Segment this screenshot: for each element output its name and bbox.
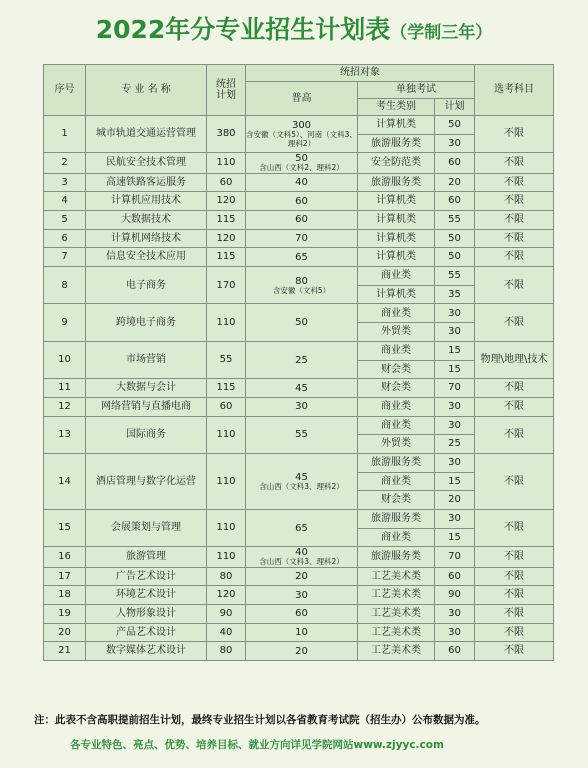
exam-category: 旅游服务类 [358, 134, 435, 153]
general-plan: 300 [291, 120, 312, 132]
exam-category: 外贸类 [358, 435, 435, 454]
table-row [44, 605, 554, 624]
exam-category-plan: 30 [435, 453, 475, 472]
elective-subjects: 不限 [475, 567, 554, 586]
general-plan: 20 [295, 645, 308, 657]
general-plan: 55 [295, 429, 308, 441]
table-row [44, 642, 554, 661]
exam-category: 旅游服务类 [358, 547, 435, 567]
exam-category: 商业类 [358, 267, 435, 286]
general-plan-cell [246, 379, 358, 398]
header-plan: 统招 计划 [207, 65, 246, 116]
row-number: 17 [44, 567, 86, 586]
exam-category: 财会类 [358, 379, 435, 398]
table-row [44, 173, 554, 192]
general-plan-cell [246, 341, 358, 378]
general-plan: 30 [295, 589, 308, 601]
major-name: 计算机网络技术 [86, 229, 207, 248]
plan-count: 170 [207, 267, 246, 304]
general-plan-cell [246, 192, 358, 211]
elective-subjects: 不限 [475, 547, 554, 567]
header-category-plan: 计划 [435, 99, 475, 116]
plan-count: 115 [207, 248, 246, 267]
exam-category: 工艺美术类 [358, 586, 435, 605]
row-number: 7 [44, 248, 86, 267]
row-number: 3 [44, 173, 86, 192]
exam-category: 旅游服务类 [358, 453, 435, 472]
header-major: 专 业 名 称 [86, 65, 207, 116]
exam-category-plan: 60 [435, 567, 475, 586]
elective-subjects: 不限 [475, 605, 554, 624]
exam-category-plan: 30 [435, 397, 475, 416]
major-name: 市场营销 [86, 341, 207, 378]
header-seq: 序号 [44, 65, 86, 116]
elective-subjects: 不限 [475, 267, 554, 304]
general-plan: 40 [295, 176, 308, 188]
elective-subjects: 不限 [475, 304, 554, 341]
table-row [44, 547, 554, 567]
general-plan-cell [246, 416, 358, 453]
exam-category-plan: 70 [435, 547, 475, 567]
general-plan-cell [246, 453, 358, 509]
exam-category: 商业类 [358, 528, 435, 547]
exam-category-plan: 15 [435, 528, 475, 547]
exam-category-plan: 15 [435, 472, 475, 491]
exam-category: 商业类 [358, 397, 435, 416]
exam-category-plan: 60 [435, 153, 475, 173]
plan-count: 110 [207, 153, 246, 173]
exam-category: 工艺美术类 [358, 623, 435, 642]
exam-category: 商业类 [358, 416, 435, 435]
general-plan-cell [246, 397, 358, 416]
header-target: 统招对象 [246, 65, 475, 82]
plan-count: 380 [207, 116, 246, 153]
major-name: 国际商务 [86, 416, 207, 453]
elective-subjects: 不限 [475, 453, 554, 509]
major-name: 产品艺术设计 [86, 623, 207, 642]
row-number: 6 [44, 229, 86, 248]
table-row [44, 211, 554, 230]
row-number: 14 [44, 453, 86, 509]
row-number: 11 [44, 379, 86, 398]
plan-count: 110 [207, 416, 246, 453]
header-general: 普高 [246, 82, 358, 116]
table-row [44, 586, 554, 605]
major-name: 酒店管理与数字化运营 [86, 453, 207, 509]
elective-subjects: 物理\地理\技术 [475, 341, 554, 378]
plan-count: 55 [207, 341, 246, 378]
major-name: 广告艺术设计 [86, 567, 207, 586]
plan-count: 110 [207, 547, 246, 567]
general-plan-cell [246, 116, 358, 153]
elective-subjects: 不限 [475, 153, 554, 173]
exam-category: 安全防范类 [358, 153, 435, 173]
general-plan: 40 [295, 547, 308, 559]
exam-category: 计算机类 [358, 248, 435, 267]
elective-subjects: 不限 [475, 116, 554, 153]
general-plan-cell [246, 623, 358, 642]
plan-count: 115 [207, 211, 246, 230]
exam-category-plan: 20 [435, 491, 475, 510]
exam-category-plan: 30 [435, 623, 475, 642]
elective-subjects: 不限 [475, 623, 554, 642]
general-plan: 20 [295, 570, 308, 582]
plan-count: 90 [207, 605, 246, 624]
row-number: 9 [44, 304, 86, 341]
major-name: 城市轨道交通运营管理 [86, 116, 207, 153]
major-name: 信息安全技术应用 [86, 248, 207, 267]
general-plan-cell [246, 586, 358, 605]
elective-subjects: 不限 [475, 173, 554, 192]
exam-category-plan: 60 [435, 642, 475, 661]
plan-count: 110 [207, 453, 246, 509]
exam-category-plan: 30 [435, 510, 475, 529]
plan-count: 80 [207, 642, 246, 661]
general-plan: 65 [295, 522, 308, 534]
plan-count: 120 [207, 229, 246, 248]
exam-category-plan: 60 [435, 192, 475, 211]
row-number: 1 [44, 116, 86, 153]
exam-category-plan: 30 [435, 134, 475, 153]
row-number: 4 [44, 192, 86, 211]
exam-category-plan: 30 [435, 304, 475, 323]
elective-subjects: 不限 [475, 397, 554, 416]
elective-subjects: 不限 [475, 229, 554, 248]
major-name: 环境艺术设计 [86, 586, 207, 605]
general-plan-cell [246, 153, 358, 173]
exam-category-plan: 50 [435, 248, 475, 267]
major-name: 民航安全技术管理 [86, 153, 207, 173]
exam-category: 工艺美术类 [358, 642, 435, 661]
general-plan: 45 [295, 382, 308, 394]
row-number: 10 [44, 341, 86, 378]
general-plan-cell [246, 567, 358, 586]
elective-subjects: 不限 [475, 510, 554, 547]
major-name: 大数据与会计 [86, 379, 207, 398]
plan-count: 115 [207, 379, 246, 398]
plan-count: 110 [207, 304, 246, 341]
table-row [44, 379, 554, 398]
general-plan-note: 含安徽（文科5）、河南（文科3、理科2） [246, 130, 357, 148]
elective-subjects: 不限 [475, 586, 554, 605]
general-plan-cell [246, 642, 358, 661]
exam-category-plan: 20 [435, 173, 475, 192]
general-plan-note: 含安徽（文科5） [272, 285, 331, 295]
general-plan-cell [246, 211, 358, 230]
general-plan: 60 [295, 608, 308, 620]
page-title [0, 10, 588, 46]
major-name: 人物形象设计 [86, 605, 207, 624]
row-number: 18 [44, 586, 86, 605]
general-plan-cell [246, 229, 358, 248]
header-single: 单独考试 [358, 82, 475, 99]
major-name: 会展策划与管理 [86, 510, 207, 547]
elective-subjects: 不限 [475, 642, 554, 661]
row-number: 21 [44, 642, 86, 661]
general-plan-note: 含山西（文科2、理科2） [259, 163, 344, 173]
general-plan-cell [246, 547, 358, 567]
table-row [44, 623, 554, 642]
exam-category: 财会类 [358, 491, 435, 510]
table-row [44, 341, 554, 360]
header-elective: 选考科目 [475, 65, 554, 116]
row-number: 5 [44, 211, 86, 230]
table-body [44, 116, 554, 661]
general-plan: 60 [295, 195, 308, 207]
table-row [44, 248, 554, 267]
exam-category: 计算机类 [358, 192, 435, 211]
table-row [44, 116, 554, 135]
exam-category: 工艺美术类 [358, 605, 435, 624]
exam-category-plan: 70 [435, 379, 475, 398]
general-plan-cell [246, 510, 358, 547]
exam-category: 财会类 [358, 360, 435, 379]
general-plan: 80 [295, 275, 308, 287]
major-name: 电子商务 [86, 267, 207, 304]
exam-category: 商业类 [358, 472, 435, 491]
exam-category: 商业类 [358, 304, 435, 323]
title-main: 2022年分专业招生计划表 [95, 15, 391, 44]
plan-count: 120 [207, 192, 246, 211]
general-plan: 70 [295, 233, 308, 245]
general-plan: 10 [295, 627, 308, 639]
exam-category-plan: 15 [435, 360, 475, 379]
table-row [44, 192, 554, 211]
exam-category-plan: 30 [435, 323, 475, 342]
exam-category: 旅游服务类 [358, 173, 435, 192]
general-plan-cell [246, 173, 358, 192]
exam-category-plan: 15 [435, 341, 475, 360]
general-plan: 50 [295, 317, 308, 329]
title-sub: （学制三年） [390, 23, 493, 43]
general-plan-cell [246, 304, 358, 341]
row-number: 16 [44, 547, 86, 567]
table-row [44, 397, 554, 416]
exam-category-plan: 35 [435, 285, 475, 304]
general-plan-note: 含山西（文科3、理科2） [259, 557, 344, 567]
exam-category: 计算机类 [358, 229, 435, 248]
table-row [44, 153, 554, 173]
row-number: 2 [44, 153, 86, 173]
elective-subjects: 不限 [475, 192, 554, 211]
major-name: 网络营销与直播电商 [86, 397, 207, 416]
exam-category: 计算机类 [358, 285, 435, 304]
exam-category-plan: 55 [435, 211, 475, 230]
exam-category: 旅游服务类 [358, 510, 435, 529]
table-row [44, 229, 554, 248]
elective-subjects: 不限 [475, 416, 554, 453]
row-number: 13 [44, 416, 86, 453]
plan-count: 120 [207, 586, 246, 605]
elective-subjects: 不限 [475, 211, 554, 230]
general-plan: 50 [295, 153, 308, 165]
header-category: 考生类别 [358, 99, 435, 116]
elective-subjects: 不限 [475, 248, 554, 267]
table-row [44, 510, 554, 529]
exam-category-plan: 30 [435, 605, 475, 624]
general-plan: 25 [295, 354, 308, 366]
general-plan: 30 [295, 401, 308, 413]
exam-category-plan: 25 [435, 435, 475, 454]
exam-category: 计算机类 [358, 116, 435, 135]
row-number: 12 [44, 397, 86, 416]
general-plan: 45 [295, 471, 308, 483]
table-row [44, 304, 554, 323]
table-row [44, 267, 554, 286]
plan-count: 110 [207, 510, 246, 547]
exam-category-plan: 30 [435, 416, 475, 435]
row-number: 15 [44, 510, 86, 547]
general-plan: 60 [295, 214, 308, 226]
exam-category-plan: 50 [435, 229, 475, 248]
exam-category: 计算机类 [358, 211, 435, 230]
general-plan-cell [246, 248, 358, 267]
major-name: 跨境电子商务 [86, 304, 207, 341]
exam-category-plan: 50 [435, 116, 475, 135]
enrollment-plan-table [43, 64, 554, 661]
general-plan: 65 [295, 251, 308, 263]
general-plan-cell [246, 605, 358, 624]
general-plan-cell [246, 267, 358, 304]
plan-count: 60 [207, 173, 246, 192]
elective-subjects: 不限 [475, 379, 554, 398]
exam-category-plan: 55 [435, 267, 475, 286]
plan-count: 60 [207, 397, 246, 416]
major-name: 高速铁路客运服务 [86, 173, 207, 192]
footnote: 注：此表不含高职提前招生计划，最终专业招生计划以各省教育考试院（招生办）公布数据为准。 [34, 714, 486, 726]
exam-category-plan: 90 [435, 586, 475, 605]
plan-count: 40 [207, 623, 246, 642]
table-row [44, 567, 554, 586]
major-name: 旅游管理 [86, 547, 207, 567]
row-number: 8 [44, 267, 86, 304]
plan-count: 80 [207, 567, 246, 586]
row-number: 20 [44, 623, 86, 642]
major-name: 计算机应用技术 [86, 192, 207, 211]
general-plan-note: 含山西（文科3、理科2） [259, 481, 344, 491]
exam-category: 工艺美术类 [358, 567, 435, 586]
exam-category: 商业类 [358, 341, 435, 360]
table-row [44, 453, 554, 472]
exam-category: 外贸类 [358, 323, 435, 342]
major-name: 数字媒体艺术设计 [86, 642, 207, 661]
row-number: 19 [44, 605, 86, 624]
table-row [44, 416, 554, 435]
major-name: 大数据技术 [86, 211, 207, 230]
website-note: 各专业特色、亮点、优势、培养目标、就业方向详见学院网站www.zjyyc.com [70, 739, 444, 751]
